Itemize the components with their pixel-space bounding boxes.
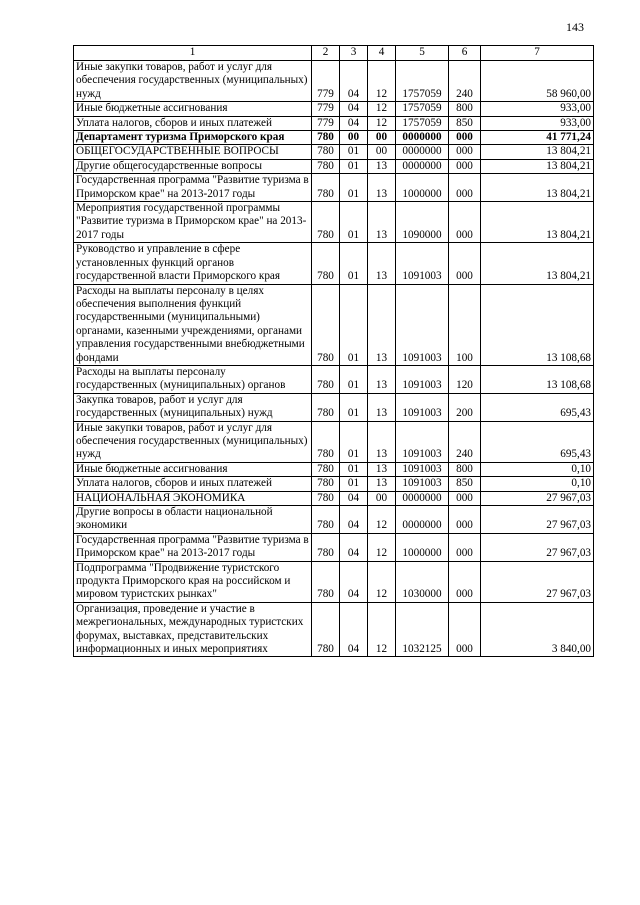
cell-name: Другие общегосударственные вопросы	[74, 159, 312, 173]
cell-subsection: 00	[368, 131, 396, 145]
header-cell-6: 6	[449, 46, 481, 61]
cell-section: 01	[340, 421, 368, 462]
cell-amount: 933,00	[481, 116, 594, 130]
cell-section: 04	[340, 116, 368, 130]
cell-name: Уплата налогов, сборов и иных платежей	[74, 477, 312, 491]
cell-name: Иные закупки товаров, работ и услуг для обеспечения государственных (муниципальных) нужд	[74, 61, 312, 102]
cell-target-item: 1757059	[396, 102, 449, 116]
table-row	[74, 243, 594, 284]
cell-target-item: 1757059	[396, 61, 449, 102]
cell-section: 01	[340, 477, 368, 491]
cell-admin-code: 780	[312, 174, 340, 202]
cell-section: 01	[340, 284, 368, 365]
table-row	[74, 421, 594, 462]
cell-subsection: 13	[368, 421, 396, 462]
table-row	[74, 365, 594, 393]
cell-amount: 13 804,21	[481, 174, 594, 202]
cell-name: Расходы на выплаты персоналу государственных (муниципальных) органов	[74, 365, 312, 393]
cell-subsection: 13	[368, 365, 396, 393]
cell-expense-type: 000	[449, 243, 481, 284]
cell-section: 01	[340, 202, 368, 243]
cell-subsection: 13	[368, 174, 396, 202]
cell-section: 04	[340, 533, 368, 561]
cell-admin-code: 780	[312, 602, 340, 657]
cell-subsection: 13	[368, 477, 396, 491]
cell-section: 01	[340, 393, 368, 421]
cell-admin-code: 780	[312, 365, 340, 393]
cell-expense-type: 200	[449, 393, 481, 421]
table-row	[74, 131, 594, 145]
header-cell-4: 4	[368, 46, 396, 61]
cell-subsection: 00	[368, 145, 396, 159]
cell-name: Руководство и управление в сфере установленных функций органов государственной власти Приморского края	[74, 243, 312, 284]
cell-subsection: 12	[368, 533, 396, 561]
cell-subsection: 13	[368, 284, 396, 365]
cell-name: Иные закупки товаров, работ и услуг для обеспечения государственных (муниципальных) нужд	[74, 421, 312, 462]
table-row	[74, 159, 594, 173]
cell-admin-code: 779	[312, 102, 340, 116]
cell-subsection: 13	[368, 202, 396, 243]
cell-subsection: 13	[368, 243, 396, 284]
cell-amount: 27 967,03	[481, 533, 594, 561]
cell-expense-type: 800	[449, 102, 481, 116]
cell-admin-code: 780	[312, 506, 340, 534]
cell-amount: 27 967,03	[481, 491, 594, 505]
table-row	[74, 462, 594, 476]
header-cell-3: 3	[340, 46, 368, 61]
cell-amount: 27 967,03	[481, 561, 594, 602]
header-cell-2: 2	[312, 46, 340, 61]
cell-target-item: 1091003	[396, 365, 449, 393]
cell-amount: 58 960,00	[481, 61, 594, 102]
cell-admin-code: 780	[312, 477, 340, 491]
cell-section: 01	[340, 174, 368, 202]
cell-name: Подпрограмма "Продвижение туристского продукта Приморского края на российском и мировом туристских рынках"	[74, 561, 312, 602]
cell-section: 04	[340, 602, 368, 657]
cell-name: Организация, проведение и участие в межрегиональных, международных туристских форумах, выставках, представительских информационных и иных мероприятиях	[74, 602, 312, 657]
cell-name: Уплата налогов, сборов и иных платежей	[74, 116, 312, 130]
cell-target-item: 0000000	[396, 145, 449, 159]
cell-expense-type: 240	[449, 421, 481, 462]
table-row	[74, 174, 594, 202]
cell-section: 01	[340, 159, 368, 173]
cell-expense-type: 240	[449, 61, 481, 102]
table-row	[74, 145, 594, 159]
cell-expense-type: 000	[449, 506, 481, 534]
cell-target-item: 1757059	[396, 116, 449, 130]
header-cell-1: 1	[74, 46, 312, 61]
cell-expense-type: 000	[449, 145, 481, 159]
cell-admin-code: 780	[312, 462, 340, 476]
table-row	[74, 61, 594, 102]
cell-amount: 695,43	[481, 421, 594, 462]
table-row	[74, 102, 594, 116]
cell-target-item: 0000000	[396, 131, 449, 145]
table-row	[74, 116, 594, 130]
cell-section: 00	[340, 131, 368, 145]
cell-name: Государственная программа "Развитие туризма в Приморском крае" на 2013-2017 годы	[74, 174, 312, 202]
cell-admin-code: 780	[312, 131, 340, 145]
cell-admin-code: 780	[312, 243, 340, 284]
cell-target-item: 1091003	[396, 477, 449, 491]
cell-subsection: 12	[368, 61, 396, 102]
cell-target-item: 1030000	[396, 561, 449, 602]
cell-subsection: 12	[368, 602, 396, 657]
cell-amount: 0,10	[481, 462, 594, 476]
cell-expense-type: 000	[449, 491, 481, 505]
cell-admin-code: 780	[312, 284, 340, 365]
cell-name: Закупка товаров, работ и услуг для государственных (муниципальных) нужд	[74, 393, 312, 421]
cell-expense-type: 120	[449, 365, 481, 393]
cell-amount: 41 771,24	[481, 131, 594, 145]
cell-target-item: 1091003	[396, 462, 449, 476]
cell-admin-code: 779	[312, 61, 340, 102]
cell-admin-code: 780	[312, 159, 340, 173]
cell-section: 04	[340, 61, 368, 102]
table-row	[74, 491, 594, 505]
cell-subsection: 12	[368, 506, 396, 534]
cell-expense-type: 100	[449, 284, 481, 365]
cell-name: НАЦИОНАЛЬНАЯ ЭКОНОМИКА	[74, 491, 312, 505]
cell-admin-code: 780	[312, 561, 340, 602]
cell-subsection: 13	[368, 462, 396, 476]
table-row	[74, 533, 594, 561]
cell-section: 01	[340, 243, 368, 284]
cell-target-item: 0000000	[396, 491, 449, 505]
cell-name: Иные бюджетные ассигнования	[74, 462, 312, 476]
cell-amount: 13 804,21	[481, 159, 594, 173]
cell-admin-code: 780	[312, 202, 340, 243]
cell-section: 01	[340, 145, 368, 159]
cell-name: Расходы на выплаты персоналу в целях обеспечения выполнения функций государственными (муниципальными) органами, казенными учреждениями, органами управления государственными внебюджетными фондами	[74, 284, 312, 365]
cell-section: 04	[340, 102, 368, 116]
cell-target-item: 1091003	[396, 393, 449, 421]
cell-name: Департамент туризма Приморского края	[74, 131, 312, 145]
header-cell-5: 5	[396, 46, 449, 61]
cell-expense-type: 000	[449, 602, 481, 657]
cell-admin-code: 780	[312, 393, 340, 421]
cell-expense-type: 000	[449, 159, 481, 173]
cell-target-item: 1091003	[396, 243, 449, 284]
cell-name: Мероприятия государственной программы "Развитие туризма в Приморском крае" на 2013-2017 годы	[74, 202, 312, 243]
cell-target-item: 1032125	[396, 602, 449, 657]
cell-target-item: 1091003	[396, 284, 449, 365]
cell-expense-type: 850	[449, 477, 481, 491]
cell-section: 04	[340, 561, 368, 602]
table-row	[74, 561, 594, 602]
cell-name: ОБЩЕГОСУДАРСТВЕННЫЕ ВОПРОСЫ	[74, 145, 312, 159]
cell-admin-code: 779	[312, 116, 340, 130]
budget-table	[73, 45, 594, 657]
budget-table-body	[74, 46, 594, 657]
cell-section: 01	[340, 365, 368, 393]
cell-target-item: 1090000	[396, 202, 449, 243]
cell-subsection: 12	[368, 561, 396, 602]
cell-amount: 695,43	[481, 393, 594, 421]
cell-expense-type: 000	[449, 202, 481, 243]
cell-amount: 13 804,21	[481, 145, 594, 159]
cell-expense-type: 850	[449, 116, 481, 130]
cell-section: 04	[340, 506, 368, 534]
cell-expense-type: 800	[449, 462, 481, 476]
cell-amount: 13 108,68	[481, 284, 594, 365]
cell-subsection: 12	[368, 102, 396, 116]
cell-name: Государственная программа "Развитие туризма в Приморском крае" на 2013-2017 годы	[74, 533, 312, 561]
cell-expense-type: 000	[449, 561, 481, 602]
table-row	[74, 284, 594, 365]
table-row	[74, 477, 594, 491]
cell-amount: 13 108,68	[481, 365, 594, 393]
cell-expense-type: 000	[449, 533, 481, 561]
cell-amount: 933,00	[481, 102, 594, 116]
cell-name: Иные бюджетные ассигнования	[74, 102, 312, 116]
table-row	[74, 602, 594, 657]
cell-subsection: 12	[368, 116, 396, 130]
table-row	[74, 506, 594, 534]
table-row	[74, 393, 594, 421]
cell-target-item: 0000000	[396, 159, 449, 173]
header-cell-7: 7	[481, 46, 594, 61]
cell-amount: 13 804,21	[481, 243, 594, 284]
cell-section: 01	[340, 462, 368, 476]
cell-subsection: 13	[368, 393, 396, 421]
header-row	[74, 46, 594, 61]
cell-target-item: 1000000	[396, 174, 449, 202]
cell-amount: 27 967,03	[481, 506, 594, 534]
cell-admin-code: 780	[312, 421, 340, 462]
cell-section: 04	[340, 491, 368, 505]
cell-expense-type: 000	[449, 174, 481, 202]
cell-admin-code: 780	[312, 533, 340, 561]
table-row	[74, 202, 594, 243]
cell-target-item: 1091003	[396, 421, 449, 462]
cell-target-item: 0000000	[396, 506, 449, 534]
cell-subsection: 13	[368, 159, 396, 173]
cell-amount: 3 840,00	[481, 602, 594, 657]
cell-name: Другие вопросы в области национальной экономики	[74, 506, 312, 534]
cell-admin-code: 780	[312, 491, 340, 505]
cell-subsection: 00	[368, 491, 396, 505]
cell-amount: 0,10	[481, 477, 594, 491]
cell-amount: 13 804,21	[481, 202, 594, 243]
cell-expense-type: 000	[449, 131, 481, 145]
cell-target-item: 1000000	[396, 533, 449, 561]
page-number: 143	[566, 20, 584, 34]
cell-admin-code: 780	[312, 145, 340, 159]
